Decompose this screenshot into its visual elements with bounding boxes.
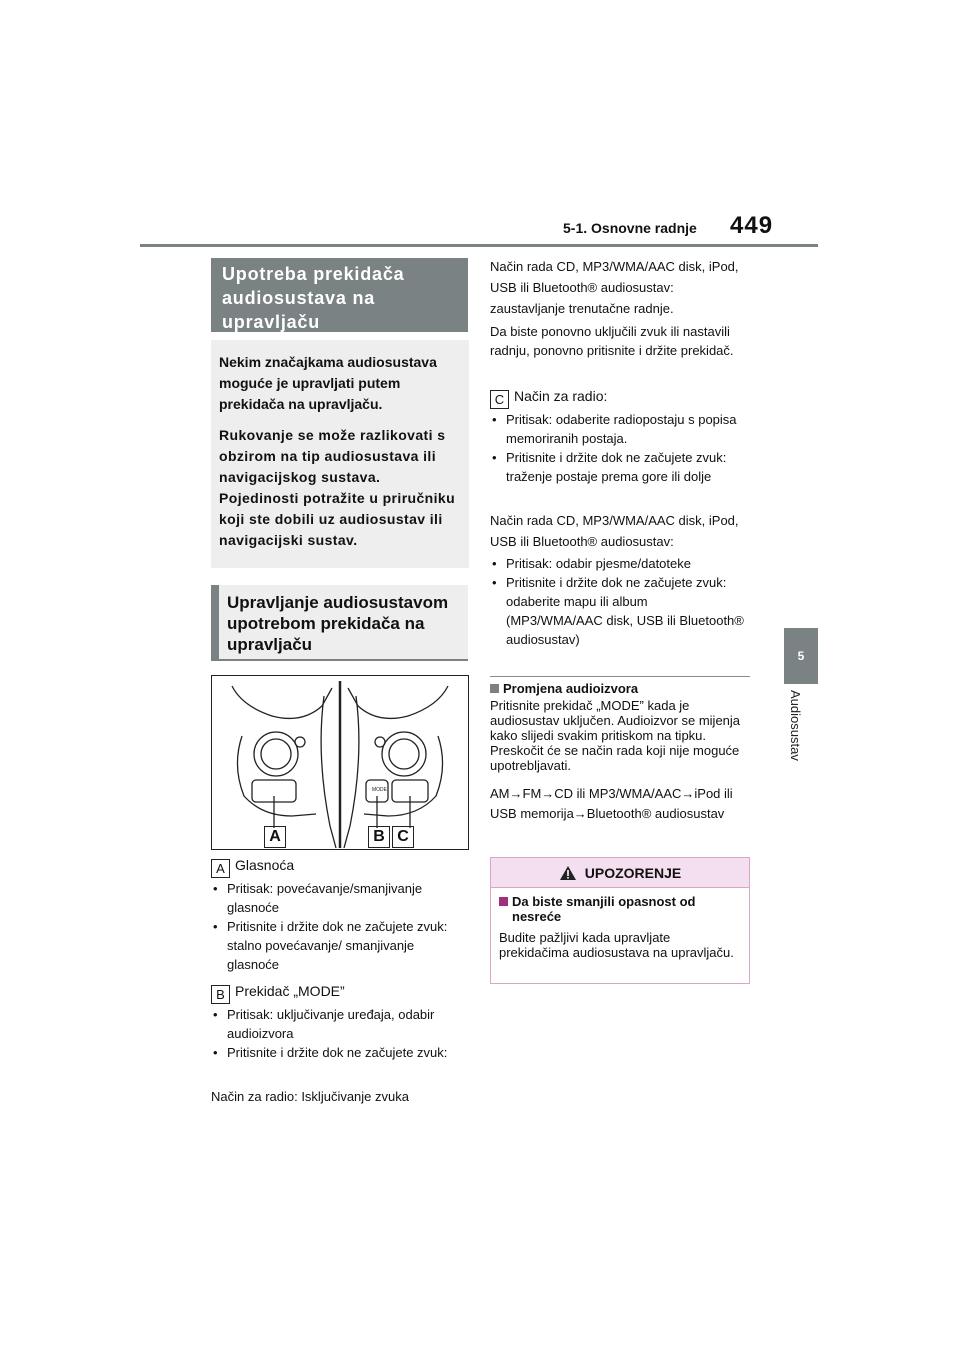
- item-a-title-line: [211, 857, 469, 878]
- warning-text: Budite pažljivi kada upravljate prekidačima audiosustava na upravljaču.: [499, 930, 734, 960]
- item-c-bullet-1: • Pritisak: odaberite radiopostaju s popisa memoriranih postaja.: [490, 410, 745, 448]
- item-a-title: Glasnoća: [235, 857, 295, 873]
- warning-icon: [559, 865, 577, 881]
- warning-subtitle: Da biste smanjili opasnost od nesreće: [512, 894, 696, 924]
- chapter-tab: [784, 628, 818, 684]
- source-change-text: Pritisnite prekidač „MODE” kada je audiosustav uključen. Audioizvor se mijenja kako slijedi svakim pritiskom na tipku. Preskočit će se način rada koji nije moguće upotrebljavati.: [490, 698, 741, 773]
- item-c-cd-bullets: [490, 554, 745, 649]
- item-b-title: Prekidač „MODE”: [235, 983, 345, 999]
- item-b-radio-mode: Način za radio: Isključivanje zvuka: [211, 1089, 409, 1104]
- item-c-bullet-2: • Pritisnite i držite dok ne začujete zvuk: traženje postaje prema gore ili dolje: [490, 448, 745, 486]
- item-a-label: A: [211, 859, 230, 878]
- item-c-title: Način za radio:: [514, 388, 608, 404]
- intro-paragraph-1: Nekim značajkama audiosustava moguće je upravljati putem prekidača na upravljaču.: [219, 354, 437, 412]
- source-sequence: AM→FM→CD ili MP3/WMA/AAC→iPod ili USB memorija→Bluetooth® audiosustav: [490, 786, 733, 821]
- item-b-label: B: [211, 985, 230, 1004]
- chapter-title: Audiosustav: [788, 690, 803, 761]
- item-a-bullet-2: • Pritisnite i držite dok ne začujete zvuk: stalno povećavanje/ smanjivanje glasnoće: [211, 917, 469, 974]
- item-b-bullet-2: • Pritisnite i držite dok ne začujete zvuk:: [211, 1043, 469, 1062]
- square-bullet-icon: [490, 684, 499, 693]
- header-divider: [140, 244, 818, 247]
- warning-subtitle-line: [499, 894, 741, 924]
- main-heading: Upotreba prekidača audiosustava na upravljaču: [211, 258, 468, 332]
- item-c-label: C: [490, 390, 509, 409]
- chapter-title-vertical: [786, 690, 816, 800]
- item-c-title-line: [490, 388, 745, 409]
- source-change-heading: [490, 681, 750, 696]
- page-number: 449: [730, 212, 774, 239]
- section-divider: [490, 676, 750, 677]
- mode-button-text: MODE: [372, 787, 387, 793]
- steering-wheel-illustration: [211, 675, 469, 850]
- item-b-bullets: [211, 1005, 469, 1062]
- warning-box: [490, 857, 750, 984]
- steering-wheel-drawing: [212, 676, 468, 849]
- section-heading: Upravljanje audiosustavom upotrebom prekidača na upravljaču: [211, 585, 468, 661]
- item-a-bullet-1: • Pritisak: povećavanje/smanjivanje glasnoće: [211, 879, 469, 917]
- source-change-title: Promjena audioizvora: [503, 681, 639, 696]
- item-c-cd-mode-text: Način rada CD, MP3/WMA/AAC disk, iPod, USB ili Bluetooth® audiosustav:: [490, 513, 739, 549]
- figure-label-b: B: [368, 826, 390, 848]
- item-b-bullet-1: • Pritisak: uključivanje uređaja, odabir audioizvora: [211, 1005, 469, 1043]
- warning-header: [491, 858, 749, 888]
- warning-body: [491, 888, 749, 966]
- figure-label-c: C: [392, 826, 414, 848]
- section-title: 5-1. Osnovne radnje: [563, 220, 697, 236]
- item-b-title-line: [211, 983, 469, 1004]
- item-c-cd-bullet-2: • Pritisnite i držite dok ne začujete zvuk: odaberite mapu ili album (MP3/WMA/AAC disk, USB ili Bluetooth® audiosustav): [490, 573, 745, 649]
- warning-title: UPOZORENJE: [584, 864, 682, 881]
- item-a-bullets: [211, 879, 469, 974]
- warning-square-icon: [499, 897, 508, 906]
- resume-text: Da biste ponovno uključili zvuk ili nastavili radnju, ponovno pritisnite i držite prekidač.: [490, 324, 734, 358]
- item-c-cd-bullet-1: • Pritisak: odabir pjesme/datoteke: [490, 554, 745, 573]
- item-c-bullets: [490, 410, 745, 486]
- figure-label-a: A: [264, 826, 286, 848]
- chapter-number: 5: [797, 649, 805, 663]
- intro-paragraph-2: Rukovanje se može razlikovati s obzirom na tip audiosustava ili navigacijskog sustava. Pojedinosti potražite u priručniku koji ste dobili uz audiosustav ili navigacijski sustav.: [219, 427, 456, 548]
- cd-mode-text: Način rada CD, MP3/WMA/AAC disk, iPod, USB ili Bluetooth® audiosustav: zaustavljanje trenutačne radnje.: [490, 259, 739, 316]
- intro-box: [211, 340, 469, 568]
